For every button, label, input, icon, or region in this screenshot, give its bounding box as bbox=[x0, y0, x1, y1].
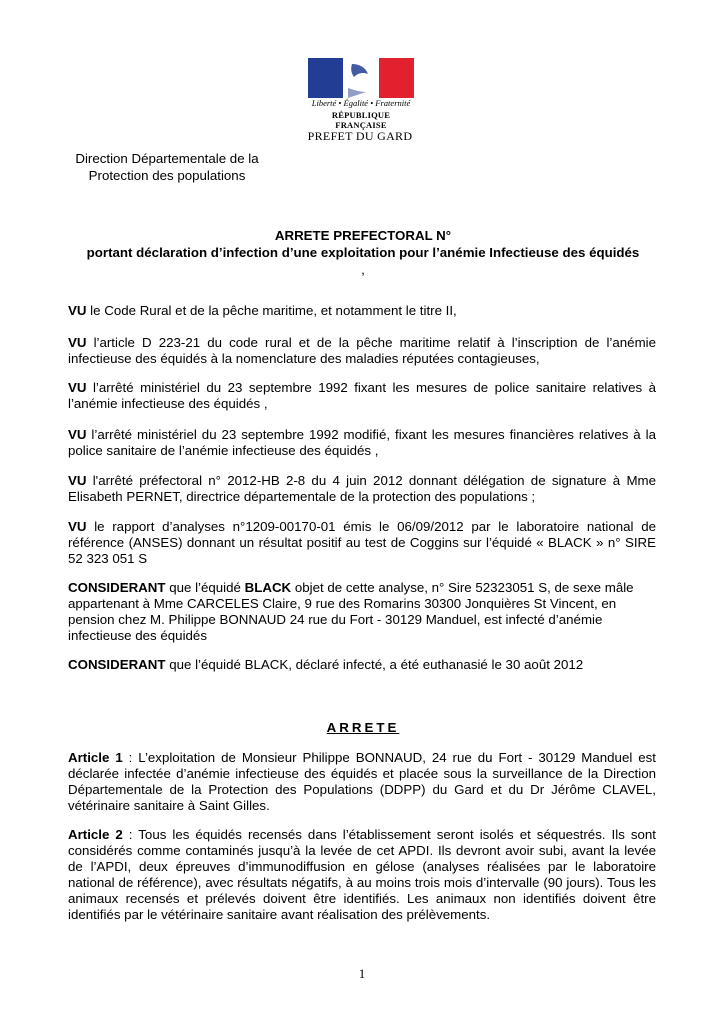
considerant-label: CONSIDERANT bbox=[68, 580, 166, 595]
vu-label: VU bbox=[68, 380, 87, 395]
flag-blue-band bbox=[308, 58, 343, 98]
vu-paragraph bbox=[68, 303, 656, 319]
article-label: Article 2 bbox=[68, 827, 123, 842]
title-line-1: ARRETE PREFECTORAL N° bbox=[274, 228, 452, 243]
article-label: Article 1 bbox=[68, 750, 123, 765]
vu-label: VU bbox=[68, 335, 87, 350]
article-text: : L’exploitation de Monsieur Philippe BONNAUD, 24 rue du Fort - 30129 Manduel est déclarée infectée d’anémie infectieuse des équidés et placée sous la surveillance de la Direction Départementale de la Protection des Populations (DDPP) du Gard et du Dr Jérôme CLAVEL, vétérinaire sanitaire à Saint Gilles. bbox=[68, 750, 656, 814]
vu-paragraph bbox=[68, 473, 656, 505]
motto: Liberté • Égalité • Fraternité bbox=[311, 98, 411, 108]
vu-text: le rapport d’analyses n°1209-00170-01 émis le 06/09/2012 par le laboratoire national de référence (ANSES) donnant un résultat positif au test de Coggins sur l’équidé « BLACK » n° SIRE 52 323 051 S bbox=[68, 519, 656, 567]
considerant-paragraph bbox=[68, 580, 656, 644]
vu-text: l’article D 223-21 du code rural et de la pêche maritime relatif à l’inscription de l’anémie infectieuse des équidés à la nomenclature des maladies réputées contagieuses, bbox=[68, 335, 656, 367]
arrete-heading: ARRETE bbox=[326, 720, 400, 735]
issuing-direction bbox=[68, 151, 266, 184]
considerant-label: CONSIDERANT bbox=[68, 657, 166, 672]
page-number: 1 bbox=[358, 966, 366, 981]
title-line-2: portant déclaration d’infection d’une exploitation pour l’anémie Infectieuse des équidés bbox=[86, 244, 640, 260]
title-line-3: , bbox=[361, 262, 365, 277]
horse-name: BLACK bbox=[244, 580, 292, 595]
vu-label: VU bbox=[68, 473, 87, 488]
article-paragraph bbox=[68, 827, 656, 924]
vu-paragraph bbox=[68, 519, 656, 567]
vu-text: l'arrêté préfectoral n° 2012-HB 2-8 du 4 juin 2012 donnant délégation de signature à Mme Elisabeth PERNET, directrice départementale de la protection des populations ; bbox=[68, 473, 656, 505]
vu-label: VU bbox=[68, 427, 87, 442]
vu-paragraph bbox=[68, 335, 656, 367]
article-paragraph bbox=[68, 750, 656, 814]
marianne-logo bbox=[308, 58, 414, 98]
vu-text: l’arrêté ministériel du 23 septembre 1992 modifié, fixant les mesures financières relatives à la police sanitaire de l’anémie infectieuse des équidés , bbox=[68, 427, 656, 459]
vu-paragraph bbox=[68, 427, 656, 459]
direction-line-1: Direction Départementale de la bbox=[75, 151, 259, 166]
republic-name: RÉPUBLIQUE FRANÇAISE bbox=[331, 110, 391, 130]
vu-label: VU bbox=[68, 519, 87, 534]
considerant-text: que l’équidé BLACK, déclaré infecté, a été euthanasié le 30 août 2012 bbox=[165, 657, 584, 672]
considerant-paragraph bbox=[68, 657, 656, 673]
article-text: : Tous les équidés recensés dans l’établissement seront isolés et séquestrés. Ils sont considérés comme contaminés jusqu’à la levée de cet APDI. Ils devront avoir subi, avant la levée de l’APDI, deux épreuves d’immunodiffusion en gélose (analyses réalisées par le laboratoire national de référence), avec résultats négatifs, à au moins trois mois d’intervalle (90 jours). Tous les animaux recensés et prélevés doivent être identifiés. Les animaux non identifiés doivent être identifiés par le vétérinaire sanitaire avant réalisation des prélèvements. bbox=[68, 827, 656, 923]
vu-text: le Code Rural et de la pêche maritime, et notamment le titre II, bbox=[86, 303, 457, 318]
vu-text: l’arrêté ministériel du 23 septembre 1992 fixant les mesures de police sanitaire relatives à l’anémie infectieuse des équidés , bbox=[68, 380, 656, 412]
vu-paragraph bbox=[68, 380, 656, 412]
considerant-text: objet de cette analyse, n° Sire 52323051 S, de sexe mâle appartenant à Mme CARCELES Claire, 9 rue des Romarins 30300 Jonquières St Vincent, en pension chez M. Philippe BONNAUD 24 rue du Fort - 30129 Manduel, est infecté d’anémie infectieuse des équidés bbox=[68, 580, 634, 644]
direction-line-2: Protection des populations bbox=[88, 167, 246, 183]
flag-red-band bbox=[379, 58, 414, 98]
document-title bbox=[68, 228, 658, 261]
vu-label: VU bbox=[68, 303, 87, 318]
prefet-title: PREFET DU GARD bbox=[307, 129, 413, 143]
considerant-text: que l’équidé bbox=[165, 580, 245, 595]
